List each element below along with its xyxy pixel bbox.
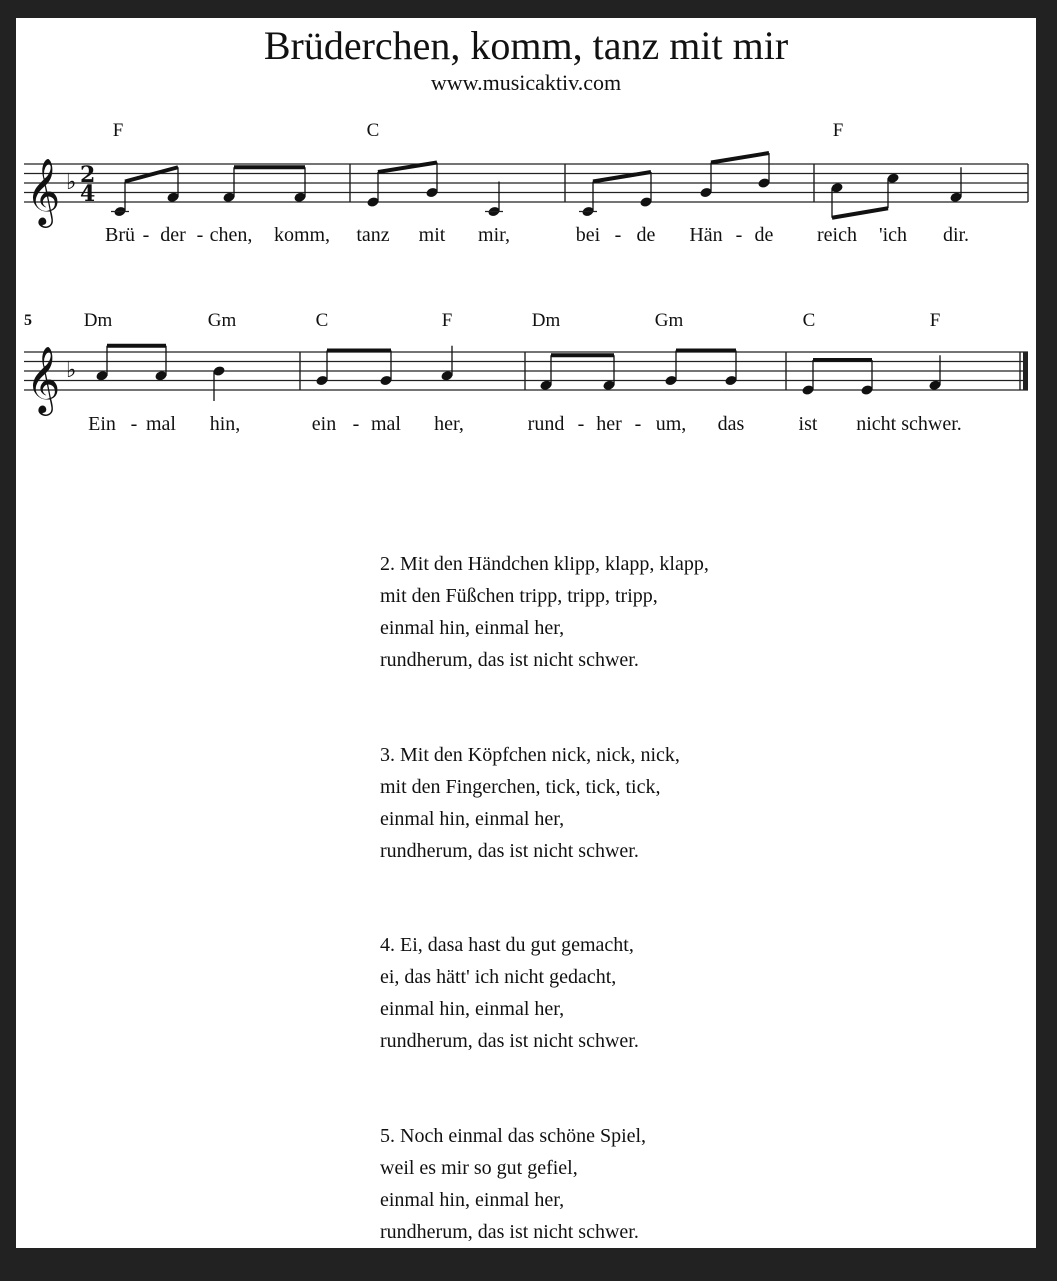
chord-symbol: Gm (654, 310, 684, 331)
song-title: Brüderchen, komm, tanz mit mir (263, 23, 789, 68)
lyric-syllable: mal (371, 413, 401, 435)
verse-2 (380, 548, 709, 676)
verse-line: rundherum, das ist nicht schwer. (380, 1030, 639, 1052)
measure-number: 5 (24, 312, 32, 329)
verse-line: einmal hin, einmal her, (380, 617, 565, 639)
lyric-syllable: - (735, 224, 743, 246)
sheet-music-page (16, 18, 1036, 1248)
verse-line: mit den Füßchen tripp, tripp, tripp, (380, 585, 658, 607)
lyric-syllable: 'ich (878, 224, 908, 246)
chord-symbol: Gm (207, 310, 237, 331)
verse-5 (380, 1120, 646, 1248)
lyric-syllable: her (596, 413, 622, 435)
final-barline (1023, 352, 1028, 390)
lyric-syllable: nicht schwer. (856, 413, 962, 435)
lyric-syllable: komm, (273, 224, 331, 246)
verse-line: 4. Ei, dasa hast du gut gemacht, (380, 934, 634, 956)
lyric-syllable: reich (817, 224, 857, 246)
chord-symbol: F (441, 310, 453, 331)
lyric-syllable: mal (146, 413, 176, 435)
lyric-syllable: dir. (942, 224, 970, 246)
chord-symbol: C (366, 120, 380, 141)
chord-symbol: F (929, 310, 941, 331)
verse-4 (380, 929, 639, 1057)
lyric-syllable: - (577, 413, 585, 435)
lyric-syllable: ist (798, 413, 818, 435)
lyric-syllable: her, (434, 413, 464, 435)
chord-symbol: C (315, 310, 329, 331)
verse-line: rundherum, das ist nicht schwer. (380, 649, 639, 671)
verse-line: ei, das hätt' ich nicht gedacht, (380, 966, 617, 988)
lyric-syllable: - (130, 413, 138, 435)
chord-symbol: Dm (83, 310, 113, 331)
lyric-syllable: mir, (478, 224, 510, 246)
lyric-syllable: de (636, 224, 656, 246)
lyric-syllable: das (717, 413, 745, 435)
lyric-syllable: um, (655, 413, 687, 435)
verse-line: einmal hin, einmal her, (380, 1189, 565, 1211)
verse-line: 2. Mit den Händchen klipp, klapp, klapp, (380, 553, 709, 575)
verse-line: rundherum, das ist nicht schwer. (380, 840, 639, 862)
website-url: www.musicaktiv.com (430, 70, 622, 95)
lyric-syllable: - (634, 413, 642, 435)
time-signature-bottom: 4 (80, 181, 96, 207)
verse-line: weil es mir so gut gefiel, (380, 1157, 578, 1179)
flat-sign: ♭ (66, 358, 77, 383)
chord-symbol: Dm (531, 310, 561, 331)
lyric-syllable: Ein (88, 413, 116, 435)
chord-symbol: C (802, 310, 816, 331)
treble-clef: 𝄞 (26, 157, 61, 225)
lyric-syllable: chen, (209, 224, 253, 246)
lyric-syllable: ein (311, 413, 337, 435)
verse-3 (380, 739, 680, 867)
verse-line: einmal hin, einmal her, (380, 998, 565, 1020)
lyric-syllable: rund (527, 413, 565, 435)
lyric-syllable: de (754, 224, 774, 246)
lyric-syllable: Brü (105, 224, 135, 246)
verse-line: einmal hin, einmal her, (380, 808, 565, 830)
chord-symbol: F (112, 120, 124, 141)
note-beam (711, 153, 769, 163)
verse-line: mit den Fingerchen, tick, tick, tick, (380, 776, 661, 798)
flat-sign: ♭ (66, 170, 77, 195)
note-beam (832, 208, 888, 218)
verse-line: 5. Noch einmal das schöne Spiel, (380, 1125, 647, 1147)
lyric-syllable: - (614, 224, 622, 246)
time-signature-top: 2 (80, 162, 96, 188)
lyric-syllable: - (196, 224, 204, 246)
lyric-syllable: Hän (689, 224, 723, 246)
lyric-syllable: bei (575, 224, 601, 246)
lyric-syllable: hin, (209, 413, 241, 435)
treble-clef: 𝄞 (26, 345, 61, 413)
lyric-syllable: tanz (356, 224, 390, 246)
lyric-syllable: - (352, 413, 360, 435)
lyric-syllable: mit (418, 224, 446, 246)
verse-line: rundherum, das ist nicht schwer. (380, 1221, 639, 1243)
chord-symbol: F (832, 120, 844, 141)
verse-line: 3. Mit den Köpfchen nick, nick, nick, (380, 744, 680, 766)
lyric-syllable: der (160, 224, 186, 246)
note-beam (125, 167, 178, 181)
music-staves (16, 18, 1036, 478)
lyric-syllable: - (142, 224, 150, 246)
